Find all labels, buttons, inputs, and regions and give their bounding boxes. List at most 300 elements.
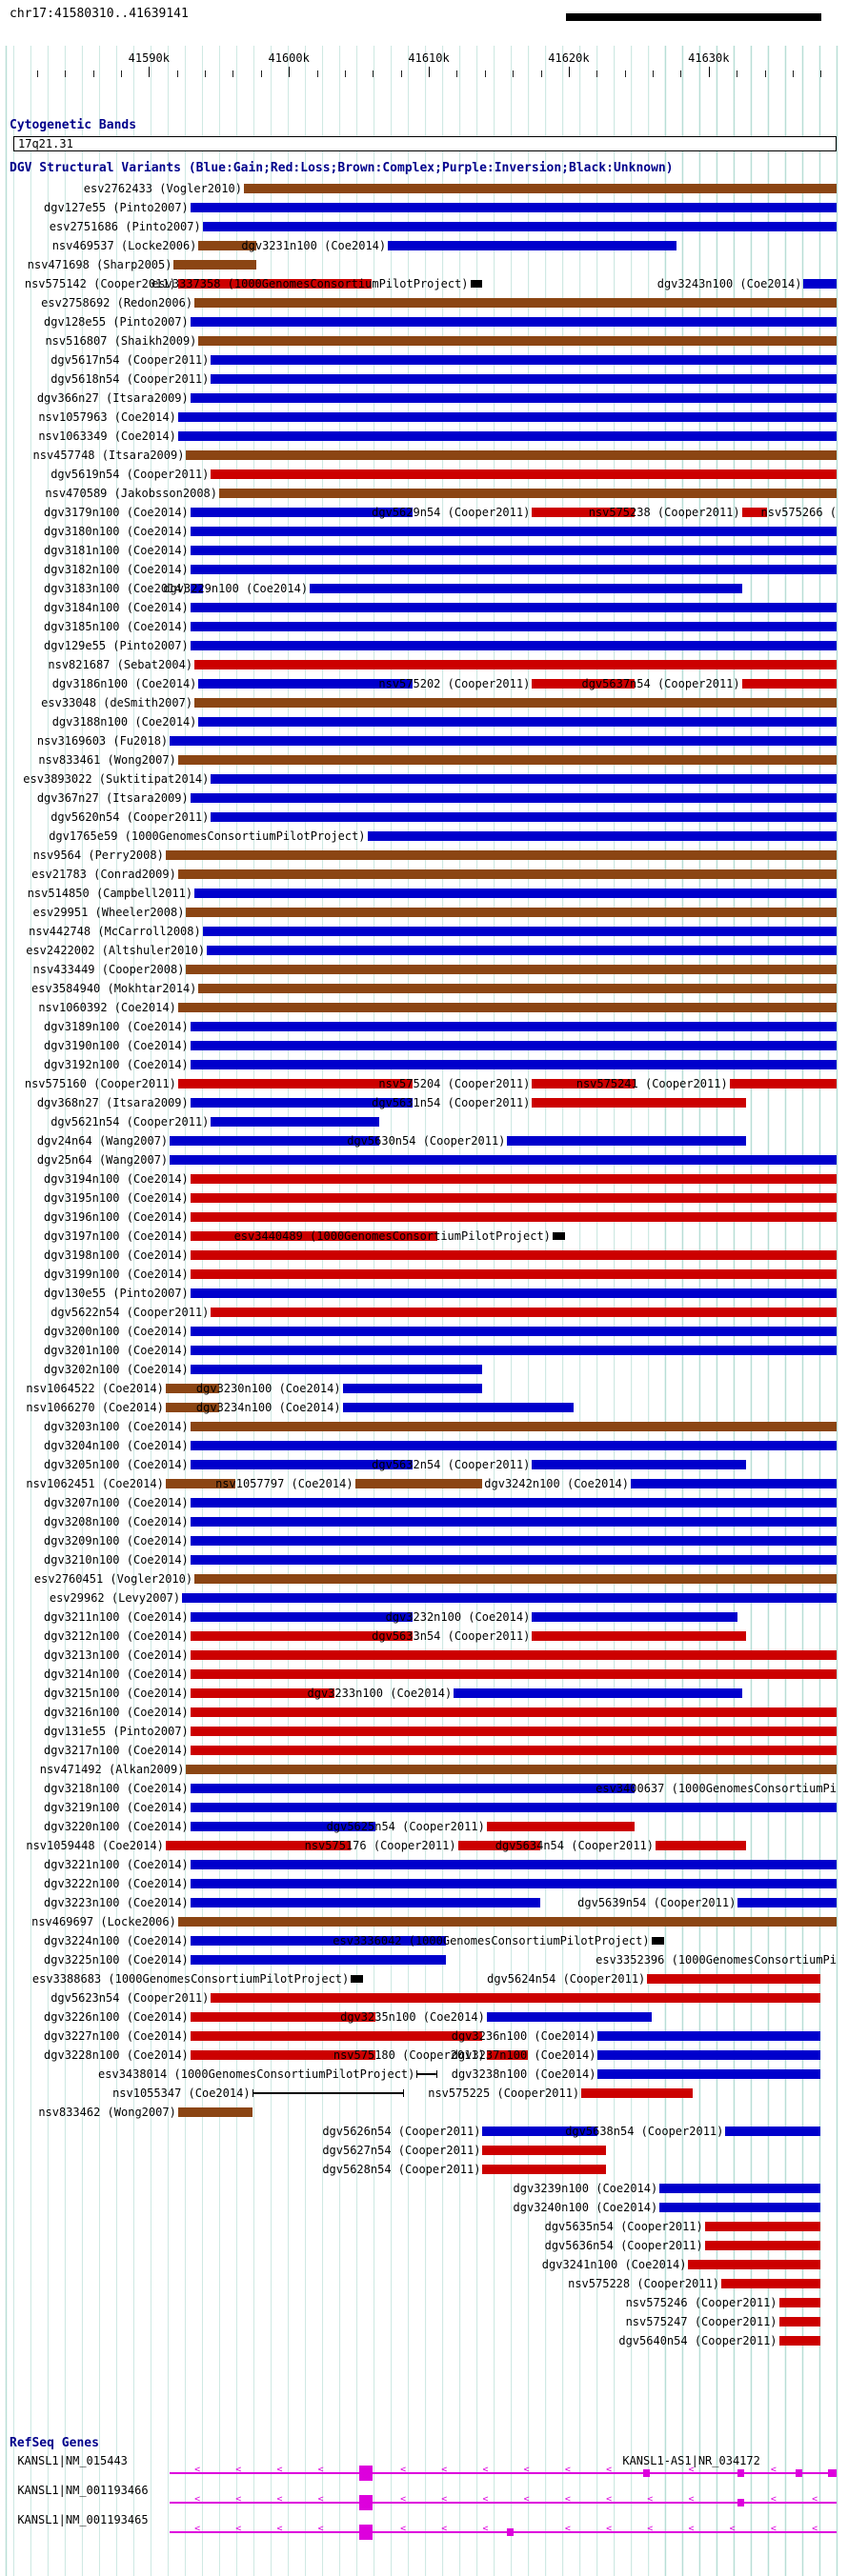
variant-label[interactable]: dgv367n27 (Itsara2009) xyxy=(36,791,189,805)
variant-label[interactable]: esv2758692 (Redon2006) xyxy=(41,296,193,310)
variant-bar[interactable] xyxy=(191,1441,837,1450)
variant-label[interactable]: dgv5625n54 (Cooper2011) xyxy=(326,1820,485,1833)
variant-label[interactable]: dgv5633n54 (Cooper2011) xyxy=(372,1629,531,1643)
variant-label[interactable]: dgv3196n100 (Coe2014) xyxy=(44,1210,189,1224)
variant-label[interactable]: nsv1055347 (Coe2014) xyxy=(112,2087,251,2100)
variant-label[interactable]: dgv24n64 (Wang2007) xyxy=(36,1134,169,1148)
variant-bar[interactable] xyxy=(487,2012,652,2022)
variant-label[interactable]: dgv3183n100 (Coe2014) xyxy=(44,582,189,595)
variant-bar[interactable] xyxy=(191,603,837,612)
variant-bar[interactable] xyxy=(191,1193,837,1203)
variant-label[interactable]: dgv129e55 (Pinto2007) xyxy=(44,639,189,652)
variant-bar[interactable] xyxy=(194,889,837,898)
variant-bar[interactable] xyxy=(178,412,837,422)
variant-label[interactable]: esv3388683 (1000GenomesConsortiumPilotProject) xyxy=(31,1972,350,1986)
variant-bar[interactable] xyxy=(191,1212,837,1222)
variant-label[interactable]: esv3440489 (1000GenomesConsortiumPilotProject) xyxy=(233,1229,551,1243)
variant-label[interactable]: dgv3188n100 (Coe2014) xyxy=(51,715,197,729)
variant-bar[interactable] xyxy=(191,1803,837,1812)
variant-bar[interactable] xyxy=(166,850,837,860)
variant-label[interactable]: nsv1060392 (Coe2014) xyxy=(38,1001,176,1014)
variant-label[interactable]: dgv3242n100 (Coe2014) xyxy=(484,1477,629,1490)
variant-label[interactable]: esv2751686 (Pinto2007) xyxy=(49,220,201,233)
variant-label[interactable]: dgv3194n100 (Coe2014) xyxy=(44,1172,189,1186)
variant-label[interactable]: dgv3201n100 (Coe2014) xyxy=(44,1344,189,1357)
variant-bar[interactable] xyxy=(310,584,742,593)
variant-label[interactable]: dgv3231n100 (Coe2014) xyxy=(241,239,387,252)
variant-label[interactable]: nsv9564 (Perry2008) xyxy=(32,849,164,862)
variant-bar[interactable] xyxy=(191,1022,837,1031)
variant-bar[interactable] xyxy=(721,2279,820,2288)
variant-label[interactable]: dgv5639n54 (Cooper2011) xyxy=(577,1896,737,1909)
variant-bar[interactable] xyxy=(191,1498,837,1508)
variant-bar[interactable] xyxy=(170,736,837,746)
variant-label[interactable]: esv3336042 (1000GenomesConsortiumPilotProject) xyxy=(333,1934,650,1947)
variant-bar[interactable] xyxy=(191,1536,837,1546)
variant-bar[interactable] xyxy=(191,1707,837,1717)
variant-label[interactable]: dgv3205n100 (Coe2014) xyxy=(44,1458,189,1471)
variant-bar[interactable] xyxy=(170,1155,837,1165)
variant-label[interactable]: dgv3220n100 (Coe2014) xyxy=(44,1820,189,1833)
variant-bar[interactable] xyxy=(647,1974,819,1984)
variant-label[interactable]: dgv3203n100 (Coe2014) xyxy=(44,1420,189,1433)
variant-label[interactable]: dgv5619n54 (Cooper2011) xyxy=(50,468,210,481)
variant-label[interactable]: dgv3186n100 (Coe2014) xyxy=(51,677,197,690)
variant-label[interactable]: dgv5631n54 (Cooper2011) xyxy=(372,1096,531,1109)
variant-label[interactable]: dgv3202n100 (Coe2014) xyxy=(44,1363,189,1376)
variant-bar[interactable] xyxy=(191,1650,837,1660)
variant-label[interactable]: nsv575204 (Cooper2011) xyxy=(378,1077,531,1090)
variant-bar[interactable] xyxy=(388,241,676,250)
variant-label[interactable]: nsv1057797 (Coe2014) xyxy=(215,1477,353,1490)
strand-arrow-icon: < xyxy=(235,2524,242,2534)
variant-label[interactable]: dgv3213n100 (Coe2014) xyxy=(44,1648,189,1662)
variant-bar[interactable] xyxy=(173,260,255,270)
variant-bar[interactable] xyxy=(191,1327,837,1336)
variant-bar[interactable] xyxy=(803,279,837,289)
variant-label[interactable]: dgv3197n100 (Coe2014) xyxy=(44,1229,189,1243)
variant-bar[interactable] xyxy=(191,317,837,327)
variant-bar[interactable] xyxy=(178,2107,252,2117)
variant-label[interactable]: dgv3228n100 (Coe2014) xyxy=(44,2048,189,2062)
variant-bar[interactable] xyxy=(194,1574,837,1584)
variant-label[interactable]: dgv5621n54 (Cooper2011) xyxy=(50,1115,210,1128)
variant-bar[interactable] xyxy=(186,908,837,917)
variant-label[interactable]: dgv3223n100 (Coe2014) xyxy=(44,1896,189,1909)
variant-label[interactable]: nsv514850 (Campbell2011) xyxy=(27,887,193,900)
variant-label[interactable]: dgv3215n100 (Coe2014) xyxy=(44,1687,189,1700)
gene-exon[interactable] xyxy=(737,2499,744,2506)
variant-bar[interactable] xyxy=(211,1308,837,1317)
variant-label[interactable]: dgv3195n100 (Coe2014) xyxy=(44,1191,189,1205)
variant-label[interactable]: dgv3217n100 (Coe2014) xyxy=(44,1744,189,1757)
variant-bar[interactable] xyxy=(779,2298,820,2307)
variant-bar[interactable] xyxy=(178,1079,413,1088)
variant-label[interactable]: dgv3208n100 (Coe2014) xyxy=(44,1515,189,1528)
variant-label[interactable]: nsv1066270 (Coe2014) xyxy=(26,1401,164,1414)
variant-bar[interactable] xyxy=(343,1403,574,1412)
variant-label[interactable]: dgv5634n54 (Cooper2011) xyxy=(495,1839,654,1852)
variant-label[interactable]: nsv470589 (Jakobsson2008) xyxy=(45,487,217,500)
variant-bar[interactable] xyxy=(203,927,837,936)
variant-bar[interactable] xyxy=(198,984,837,993)
gene-exon[interactable] xyxy=(737,2469,744,2477)
variant-label[interactable]: dgv5628n54 (Cooper2011) xyxy=(322,2163,481,2176)
strand-arrow-icon: < xyxy=(688,2465,695,2475)
variant-label[interactable]: dgv1765e59 (1000GenomesConsortiumPilotProject) xyxy=(49,829,366,843)
variant-bar[interactable] xyxy=(194,698,837,708)
variant-bar[interactable] xyxy=(252,2089,405,2097)
variant-label[interactable]: dgv3230n100 (Coe2014) xyxy=(195,1382,341,1395)
variant-label[interactable]: nsv433449 (Cooper2008) xyxy=(32,963,185,976)
variant-label[interactable]: dgv3189n100 (Coe2014) xyxy=(44,1020,189,1033)
variant-bar[interactable] xyxy=(532,1612,737,1622)
variant-bar[interactable] xyxy=(191,1669,837,1679)
variant-bar[interactable] xyxy=(191,1041,837,1050)
variant-bar[interactable] xyxy=(203,222,837,231)
variant-label[interactable]: nsv575142 (Cooper2011) xyxy=(24,277,176,290)
variant-label[interactable]: esv2760451 (Vogler2010) xyxy=(33,1572,193,1586)
variant-bar[interactable] xyxy=(191,1174,837,1184)
variant-bar[interactable] xyxy=(705,2241,820,2250)
variant-label[interactable]: esv33048 (deSmith2007) xyxy=(41,696,193,709)
variant-label[interactable]: dgv366n27 (Itsara2009) xyxy=(36,391,189,405)
variant-bar[interactable] xyxy=(198,336,837,346)
variant-label[interactable]: dgv5629n54 (Cooper2011) xyxy=(372,506,531,519)
gene-label[interactable]: KANSL1|NM_001193465 xyxy=(17,2513,149,2526)
gene-exon[interactable] xyxy=(643,2469,650,2477)
ruler-minor-tick xyxy=(65,70,66,77)
gene-exon[interactable] xyxy=(359,2495,373,2510)
variant-bar[interactable] xyxy=(725,2127,819,2136)
variant-label[interactable]: dgv5624n54 (Cooper2011) xyxy=(487,1972,646,1986)
variant-label[interactable]: dgv5637n54 (Cooper2011) xyxy=(581,677,740,690)
variant-bar[interactable] xyxy=(178,1917,837,1927)
variant-bar[interactable] xyxy=(191,1612,413,1622)
variant-bar[interactable] xyxy=(191,1555,837,1565)
variant-label[interactable]: esv29951 (Wheeler2008) xyxy=(32,906,185,919)
variant-label[interactable]: dgv3214n100 (Coe2014) xyxy=(44,1667,189,1681)
variant-bar[interactable] xyxy=(191,1746,837,1755)
variant-label[interactable]: dgv3239n100 (Coe2014) xyxy=(513,2182,658,2195)
variant-label[interactable]: esv3438014 (1000GenomesConsortiumPilotProject) xyxy=(98,2067,415,2081)
variant-label[interactable]: dgv127e55 (Pinto2007) xyxy=(44,201,189,214)
variant-label[interactable]: nsv1062451 (Coe2014) xyxy=(26,1477,164,1490)
variant-bar[interactable] xyxy=(194,660,837,669)
gene-intron-line[interactable] xyxy=(170,2531,837,2533)
variant-bar[interactable] xyxy=(581,2088,693,2098)
variant-bar[interactable] xyxy=(597,2031,819,2041)
variant-label[interactable]: dgv3227n100 (Coe2014) xyxy=(44,2029,189,2043)
variant-bar[interactable] xyxy=(191,1060,837,1069)
variant-label[interactable]: dgv3211n100 (Coe2014) xyxy=(44,1610,189,1624)
variant-label[interactable]: dgv130e55 (Pinto2007) xyxy=(44,1287,189,1300)
variant-bar[interactable] xyxy=(191,793,837,803)
variant-bar[interactable] xyxy=(597,2069,819,2079)
cytoband-17q21-31[interactable]: 17q21.31 xyxy=(13,136,837,151)
variant-label[interactable]: dgv3180n100 (Coe2014) xyxy=(44,525,189,538)
variant-label[interactable]: nsv1057963 (Coe2014) xyxy=(38,410,176,424)
variant-label[interactable]: dgv3238n100 (Coe2014) xyxy=(451,2067,596,2081)
variant-bar[interactable] xyxy=(487,1822,636,1831)
variant-bar[interactable] xyxy=(631,1479,837,1488)
variant-bar[interactable] xyxy=(191,565,837,574)
variant-bar[interactable] xyxy=(416,2070,437,2078)
variant-bar[interactable] xyxy=(178,1003,837,1012)
variant-bar[interactable] xyxy=(191,1517,837,1527)
variant-label[interactable]: dgv5618n54 (Cooper2011) xyxy=(50,372,210,386)
variant-bar[interactable] xyxy=(191,1879,837,1888)
gene-exon[interactable] xyxy=(828,2469,837,2477)
variant-bar[interactable] xyxy=(191,2031,483,2041)
gene-intron-line[interactable] xyxy=(170,2472,837,2474)
variant-bar[interactable] xyxy=(191,1784,636,1793)
variant-bar[interactable] xyxy=(191,1269,837,1279)
variant-bar[interactable] xyxy=(191,1955,446,1965)
variant-bar[interactable] xyxy=(198,717,837,727)
variant-label[interactable]: nsv1064522 (Coe2014) xyxy=(26,1382,164,1395)
variant-bar[interactable] xyxy=(186,965,837,974)
variant-label[interactable]: dgv3207n100 (Coe2014) xyxy=(44,1496,189,1509)
variant-bar[interactable] xyxy=(191,1727,837,1736)
variant-bar[interactable] xyxy=(351,1975,363,1983)
variant-label[interactable]: dgv128e55 (Pinto2007) xyxy=(44,315,189,329)
variant-row xyxy=(13,2141,837,2160)
variant-bar[interactable] xyxy=(191,527,837,536)
variant-label[interactable]: dgv3200n100 (Coe2014) xyxy=(44,1325,189,1338)
variant-label[interactable]: dgv3219n100 (Coe2014) xyxy=(44,1801,189,1814)
variant-label[interactable]: dgv3218n100 (Coe2014) xyxy=(44,1782,189,1795)
variant-label[interactable]: nsv833461 (Wong2007) xyxy=(38,753,176,767)
variant-bar[interactable] xyxy=(553,1232,565,1240)
variant-label[interactable]: dgv3226n100 (Coe2014) xyxy=(44,2010,189,2024)
variant-bar[interactable] xyxy=(219,489,837,498)
variant-label[interactable]: nsv1059448 (Coe2014) xyxy=(26,1839,164,1852)
variant-label[interactable]: dgv5630n54 (Cooper2011) xyxy=(347,1134,506,1148)
variant-label[interactable]: dgv25n64 (Wang2007) xyxy=(36,1153,169,1167)
variant-label[interactable]: dgv3221n100 (Coe2014) xyxy=(44,1858,189,1871)
variant-label[interactable]: dgv3210n100 (Coe2014) xyxy=(44,1553,189,1567)
variant-label[interactable]: nsv575228 (Cooper2011) xyxy=(568,2277,720,2290)
variant-label[interactable]: dgv3237n100 (Coe2014) xyxy=(451,2048,596,2062)
variant-label[interactable]: nsv471698 (Sharp2005) xyxy=(27,258,172,271)
variant-label[interactable]: dgv3199n100 (Coe2014) xyxy=(44,1268,189,1281)
variant-label[interactable]: dgv3229n100 (Coe2014) xyxy=(163,582,309,595)
variant-label[interactable]: dgv3190n100 (Coe2014) xyxy=(44,1039,189,1052)
variant-bar[interactable] xyxy=(211,469,837,479)
variant-label[interactable]: nsv575238 (Cooper2011) xyxy=(588,506,740,519)
variant-bar[interactable] xyxy=(742,679,837,689)
variant-label[interactable]: dgv5632n54 (Cooper2011) xyxy=(372,1458,531,1471)
variant-bar[interactable] xyxy=(482,2146,606,2155)
variant-bar[interactable] xyxy=(730,1079,837,1088)
variant-label[interactable]: nsv516807 (Shaikh2009) xyxy=(45,334,197,348)
gene-intron-line[interactable] xyxy=(170,2502,837,2504)
variant-label[interactable]: dgv3243n100 (Coe2014) xyxy=(656,277,802,290)
variant-label[interactable]: dgv3192n100 (Coe2014) xyxy=(44,1058,189,1071)
variant-label[interactable]: nsv471492 (Alkan2009) xyxy=(39,1763,185,1776)
variant-label[interactable]: dgv3182n100 (Coe2014) xyxy=(44,563,189,576)
variant-bar[interactable] xyxy=(532,1460,746,1469)
variant-bar[interactable] xyxy=(652,1937,664,1945)
variant-label[interactable]: esv29962 (Levy2007) xyxy=(49,1591,181,1605)
variant-label[interactable]: dgv5627n54 (Cooper2011) xyxy=(322,2144,481,2157)
variant-label[interactable]: dgv5622n54 (Cooper2011) xyxy=(50,1306,210,1319)
variant-label[interactable]: nsv575247 (Cooper2011) xyxy=(625,2315,777,2328)
variant-label[interactable]: nsv833462 (Wong2007) xyxy=(38,2106,176,2119)
variant-label[interactable]: esv2762433 (Vogler2010) xyxy=(83,182,242,195)
gene-label-antisense[interactable]: KANSL1-AS1|NR_034172 xyxy=(622,2454,760,2467)
variant-label[interactable]: dgv3204n100 (Coe2014) xyxy=(44,1439,189,1452)
variant-bar[interactable] xyxy=(368,831,837,841)
variant-label[interactable]: esv3337358 (1000GenomesConsortiumPilotProject) xyxy=(151,277,469,290)
variant-bar[interactable] xyxy=(191,1860,837,1869)
variant-label[interactable]: dgv3181n100 (Coe2014) xyxy=(44,544,189,557)
variant-bar[interactable] xyxy=(482,2165,606,2174)
variant-bar[interactable] xyxy=(532,1098,746,1108)
variant-label[interactable]: dgv3179n100 (Coe2014) xyxy=(44,506,189,519)
variant-bar[interactable] xyxy=(191,622,837,631)
variant-bar[interactable] xyxy=(191,1250,837,1260)
variant-bar[interactable] xyxy=(194,298,837,308)
variant-bar[interactable] xyxy=(532,1631,746,1641)
variant-label[interactable]: dgv5626n54 (Cooper2011) xyxy=(322,2125,481,2138)
variant-label[interactable]: nsv575246 (Cooper2011) xyxy=(625,2296,777,2309)
variant-label[interactable]: nsv457748 (Itsara2009) xyxy=(32,449,185,462)
variant-label[interactable]: dgv3198n100 (Coe2014) xyxy=(44,1248,189,1262)
variant-label[interactable]: dgv368n27 (Itsara2009) xyxy=(36,1096,189,1109)
gene-exon[interactable] xyxy=(359,2466,373,2481)
variant-bar[interactable] xyxy=(659,2184,819,2193)
variant-bar[interactable] xyxy=(688,2260,819,2269)
variant-bar[interactable] xyxy=(355,1479,483,1488)
variant-bar[interactable] xyxy=(182,1593,837,1603)
variant-label[interactable]: dgv5620n54 (Cooper2011) xyxy=(50,810,210,824)
variant-bar[interactable] xyxy=(191,641,837,650)
variant-bar[interactable] xyxy=(779,2336,820,2346)
variant-label[interactable]: dgv3184n100 (Coe2014) xyxy=(44,601,189,614)
ruler-minor-tick xyxy=(317,70,318,77)
variant-label[interactable]: dgv3235n100 (Coe2014) xyxy=(340,2010,485,2024)
gene-label[interactable]: KANSL1|NM_001193466 xyxy=(17,2484,149,2497)
variant-bar[interactable] xyxy=(471,280,483,288)
variant-label[interactable]: dgv3241n100 (Coe2014) xyxy=(541,2258,687,2271)
variant-label[interactable]: dgv3209n100 (Coe2014) xyxy=(44,1534,189,1548)
variant-label[interactable]: dgv5617n54 (Cooper2011) xyxy=(50,353,210,367)
variant-label[interactable]: nsv575176 (Cooper2011) xyxy=(304,1839,456,1852)
variant-label[interactable]: nsv442748 (McCarroll2008) xyxy=(29,925,201,938)
variant-bar[interactable] xyxy=(191,203,837,212)
variant-label[interactable]: nsv1063349 (Coe2014) xyxy=(38,429,176,443)
variant-label[interactable]: esv2422002 (Altshuler2010) xyxy=(26,944,206,957)
gene-exon[interactable] xyxy=(359,2525,373,2540)
variant-label[interactable]: dgv3212n100 (Coe2014) xyxy=(44,1629,189,1643)
variant-label[interactable]: dgv3240n100 (Coe2014) xyxy=(513,2201,658,2214)
variant-bar[interactable] xyxy=(705,2222,820,2231)
variant-bar[interactable] xyxy=(207,946,837,955)
gene-exon[interactable] xyxy=(796,2469,802,2477)
variant-bar[interactable] xyxy=(659,2203,819,2212)
variant-label[interactable]: nsv575202 (Cooper2011) xyxy=(378,677,531,690)
variant-row xyxy=(13,1874,837,1893)
variant-row xyxy=(13,1322,837,1341)
variant-label[interactable]: nsv575241 (Cooper2011) xyxy=(575,1077,728,1090)
variant-label[interactable]: dgv3236n100 (Coe2014) xyxy=(451,2029,596,2043)
variant-bar[interactable] xyxy=(191,1365,483,1374)
variant-bar[interactable] xyxy=(507,1136,746,1146)
variant-label[interactable]: dgv5638n54 (Cooper2011) xyxy=(565,2125,724,2138)
variant-bar[interactable] xyxy=(211,374,837,384)
variant-label[interactable]: esv3400637 (1000GenomesConsortiumPi xyxy=(596,1782,837,1795)
variant-label[interactable]: esv21783 (Conrad2009) xyxy=(31,868,176,881)
variant-bar[interactable] xyxy=(597,2050,819,2060)
variant-bar[interactable] xyxy=(211,355,837,365)
variant-label[interactable]: nsv821687 (Sebat2004) xyxy=(48,658,193,671)
variant-bar[interactable] xyxy=(211,812,837,822)
variant-label[interactable]: nsv575225 (Cooper2011) xyxy=(428,2087,580,2100)
variant-bar[interactable] xyxy=(454,1688,741,1698)
variant-bar[interactable] xyxy=(191,393,837,403)
variant-bar[interactable] xyxy=(178,869,837,879)
variant-label[interactable]: nsv575266 ( xyxy=(760,506,837,519)
variant-label[interactable]: dgv5635n54 (Cooper2011) xyxy=(544,2220,703,2233)
variant-label[interactable]: dgv3234n100 (Coe2014) xyxy=(195,1401,341,1414)
variant-label[interactable]: dgv3233n100 (Coe2014) xyxy=(307,1687,453,1700)
variant-label[interactable]: esv3584940 (Mokhtar2014) xyxy=(31,982,197,995)
variant-label[interactable]: nsv3169603 (Fu2018) xyxy=(36,734,169,748)
variant-bar[interactable] xyxy=(737,1898,837,1907)
variant-label[interactable]: dgv3222n100 (Coe2014) xyxy=(44,1877,189,1890)
variant-label[interactable]: esv3352396 (1000GenomesConsortiumPi xyxy=(596,1953,837,1967)
variant-label[interactable]: dgv5636n54 (Cooper2011) xyxy=(544,2239,703,2252)
gene-exon[interactable] xyxy=(507,2528,514,2536)
variant-label[interactable]: nsv469697 (Locke2006) xyxy=(31,1915,176,1928)
variant-label[interactable]: dgv131e55 (Pinto2007) xyxy=(44,1725,189,1738)
variant-bar[interactable] xyxy=(178,755,837,765)
variant-row xyxy=(13,1093,837,1112)
variant-bar[interactable] xyxy=(191,1288,837,1298)
variant-bar[interactable] xyxy=(244,184,837,193)
variant-bar[interactable] xyxy=(186,450,837,460)
gene-label[interactable]: KANSL1|NM_015443 xyxy=(17,2454,128,2467)
variant-bar[interactable] xyxy=(779,2317,820,2326)
strand-arrow-icon: < xyxy=(235,2465,242,2475)
variant-bar[interactable] xyxy=(656,1841,746,1850)
variant-bar[interactable] xyxy=(211,1993,819,2003)
variant-bar[interactable] xyxy=(191,1898,540,1907)
variant-bar[interactable] xyxy=(186,1765,837,1774)
variant-label[interactable]: dgv3185n100 (Coe2014) xyxy=(44,620,189,633)
variant-bar[interactable] xyxy=(211,774,837,784)
variant-bar[interactable] xyxy=(178,431,837,441)
variant-label[interactable]: dgv5623n54 (Cooper2011) xyxy=(50,1991,210,2005)
variant-label[interactable]: dgv3216n100 (Coe2014) xyxy=(44,1706,189,1719)
variant-label[interactable]: nsv575180 (Cooper2011) xyxy=(333,2048,485,2062)
variant-label[interactable]: esv3893022 (Suktitipat2014) xyxy=(23,772,210,786)
variant-bar[interactable] xyxy=(191,546,837,555)
variant-bar[interactable] xyxy=(191,1422,837,1431)
variant-label[interactable]: dgv5640n54 (Cooper2011) xyxy=(618,2334,777,2347)
variant-bar[interactable] xyxy=(191,1346,837,1355)
variant-label[interactable]: dgv3225n100 (Coe2014) xyxy=(44,1953,189,1967)
variant-bar[interactable] xyxy=(343,1384,483,1393)
variant-label[interactable]: dgv3232n100 (Coe2014) xyxy=(385,1610,531,1624)
variant-label[interactable]: dgv3224n100 (Coe2014) xyxy=(44,1934,189,1947)
variant-bar[interactable] xyxy=(211,1117,379,1127)
variant-row xyxy=(13,1150,837,1169)
variant-label[interactable]: nsv575160 (Cooper2011) xyxy=(24,1077,176,1090)
variant-label[interactable]: nsv469537 (Locke2006) xyxy=(51,239,197,252)
